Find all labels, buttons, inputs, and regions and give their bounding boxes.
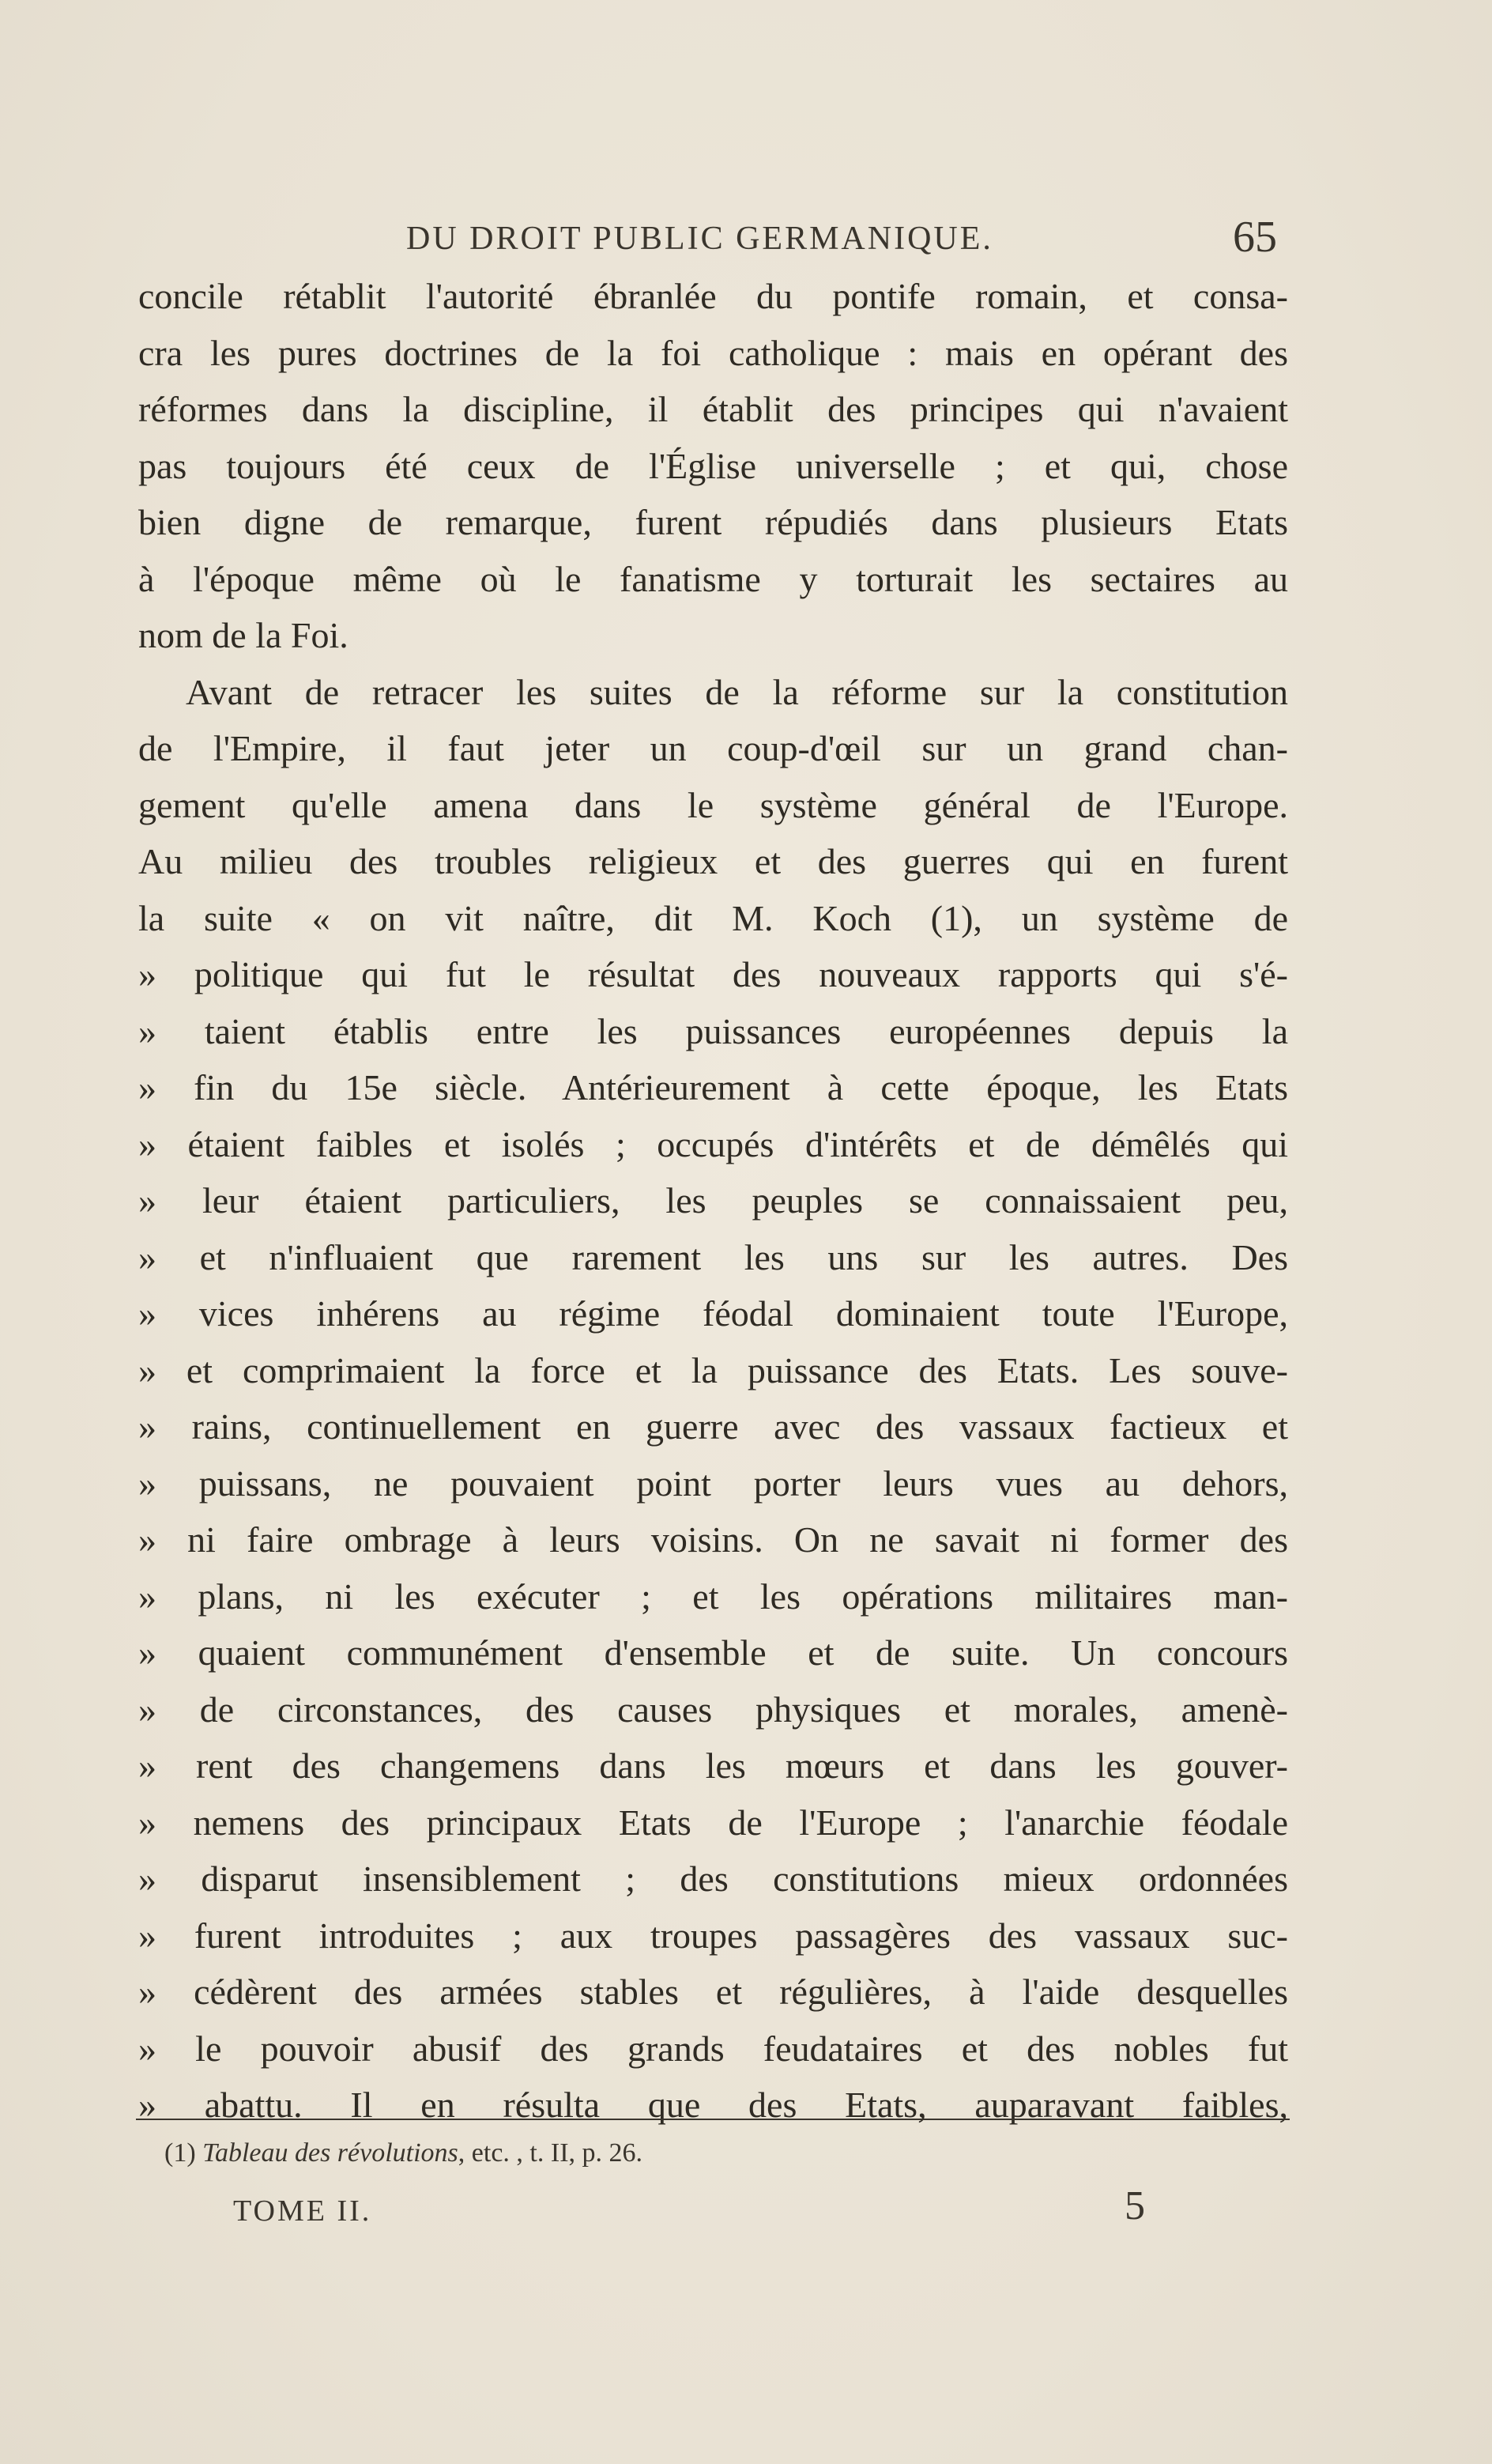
text-line: à l'époque même où le fanatisme y torturait les sectaires au <box>138 558 1288 599</box>
quoted-line: » vices inhérens au régime féodal dominaient toute l'Europe, <box>138 1293 1288 1334</box>
quoted-line: » quaient communément d'ensemble et de suite. Un concours <box>138 1632 1288 1673</box>
quoted-line: » rains, continuellement en guerre avec des vassaux factieux et <box>138 1406 1288 1447</box>
text-line: Au milieu des troubles religieux et des guerres qui en furent <box>138 841 1288 881</box>
quoted-line: » le pouvoir abusif des grands feudataires et des nobles fut <box>138 2028 1288 2069</box>
text-line: pas toujours été ceux de l'Église universelle ; et qui, chose <box>138 445 1288 486</box>
quoted-line: » étaient faibles et isolés ; occupés d'intérêts et de démêlés qui <box>138 1123 1288 1164</box>
quoted-line: » puissans, ne pouvaient point porter leurs vues au dehors, <box>138 1462 1288 1504</box>
page-number: 65 <box>1233 213 1277 262</box>
footnote-marker: (1) <box>164 2138 196 2168</box>
footnote-reference: , etc. , t. II, p. 26. <box>458 2138 643 2168</box>
quoted-line: » et comprimaient la force et la puissance des Etats. Les souve- <box>138 1349 1288 1390</box>
footnote-divider <box>136 2119 1290 2120</box>
running-head: DU DROIT PUBLIC GERMANIQUE. <box>406 221 993 257</box>
quoted-line: » politique qui fut le résultat des nouveaux rapports qui s'é- <box>138 954 1288 994</box>
text-line: gement qu'elle amena dans le système général de l'Europe. <box>138 784 1288 825</box>
sheet-number: 5 <box>1125 2183 1145 2228</box>
text-line: concile rétablit l'autorité ébranlée du pontife romain, et consa- <box>138 276 1288 316</box>
footnote <box>164 2138 642 2168</box>
quoted-line: » abattu. Il en résulta que des Etats, auparavant faibles, <box>138 2085 1288 2125</box>
quoted-line: » furent introduites ; aux troupes passagères des vassaux suc- <box>138 1915 1288 1956</box>
text-line: cra les pures doctrines de la foi catholique : mais en opérant des <box>138 332 1288 373</box>
quoted-line: » taient établis entre les puissances européennes depuis la <box>138 1010 1288 1051</box>
quoted-line: » cédèrent des armées stables et régulières, à l'aide desquelles <box>138 1972 1288 2012</box>
quoted-line: » nemens des principaux Etats de l'Europe ; l'anarchie féodale <box>138 1802 1288 1843</box>
text-line: de l'Empire, il faut jeter un coup-d'œil sur un grand chan- <box>138 728 1288 768</box>
quoted-line: » fin du 15e siècle. Antérieurement à cette époque, les Etats <box>138 1067 1288 1107</box>
quoted-line: » de circonstances, des causes physiques et morales, amenè- <box>138 1689 1288 1730</box>
text-line: nom de la Foi. <box>138 615 349 655</box>
quoted-line: » et n'influaient que rarement les uns sur les autres. Des <box>138 1236 1288 1277</box>
quoted-line: » ni faire ombrage à leurs voisins. On ne savait ni former des <box>138 1519 1288 1560</box>
volume-signature: TOME II. <box>233 2194 372 2228</box>
quoted-line: » rent des changemens dans les mœurs et dans les gouver- <box>138 1745 1288 1786</box>
text-line: réformes dans la discipline, il établit des principes qui n'avaient <box>138 389 1288 429</box>
body-text <box>138 268 1288 2134</box>
quoted-line: » leur étaient particuliers, les peuples se connaissaient peu, <box>138 1180 1288 1221</box>
footnote-title: Tableau des révolutions <box>202 2138 458 2168</box>
paragraph-start-line: Avant de retracer les suites de la réforme sur la constitution <box>186 671 1288 712</box>
quoted-line: » plans, ni les exécuter ; et les opérations militaires man- <box>138 1575 1288 1617</box>
text-line: bien digne de remarque, furent répudiés dans plusieurs Etats <box>138 502 1288 542</box>
quoted-line: » disparut insensiblement ; des constitutions mieux ordonnées <box>138 1858 1288 1899</box>
text-line: la suite « on vit naître, dit M. Koch (1), un système de <box>138 897 1288 938</box>
